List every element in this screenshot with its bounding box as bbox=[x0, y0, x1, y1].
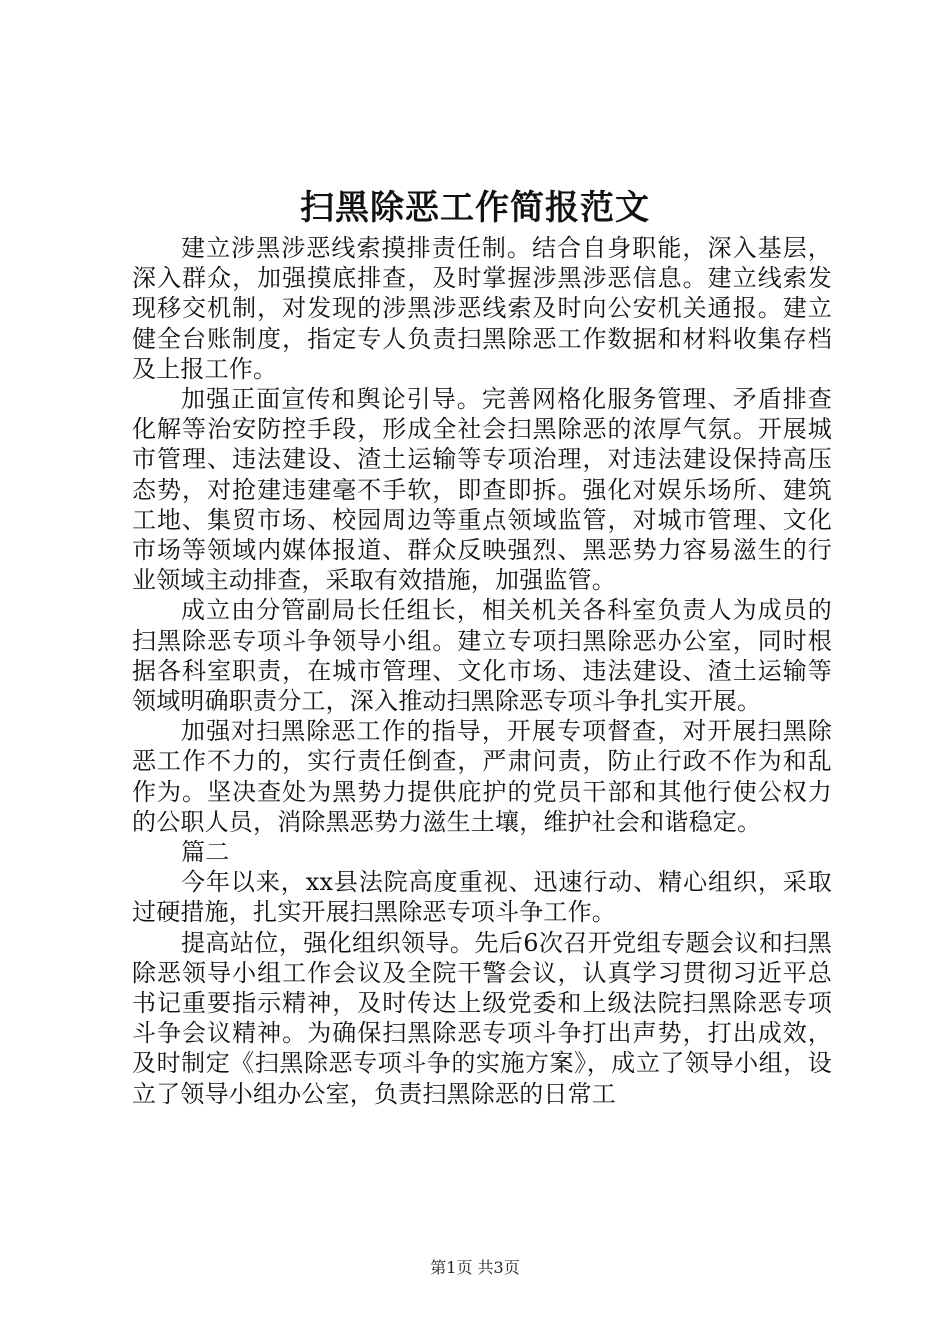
section-heading: 篇二 bbox=[181, 838, 230, 867]
paragraph: 今年以来，xx县法院高度重视、迅速行动、精心组织，采取过硬措施，扎实开展扫黑除恶专项斗争工作。 bbox=[132, 868, 832, 927]
paragraph: 建立涉黑涉恶线索摸排责任制。结合自身职能，深入基层，深入群众，加强摸底排查，及时掌握涉黑涉恶信息。建立线索发现移交机制，对发现的涉黑涉恶线索及时向公安机关通报。建立健全台账制度，指定专人负责扫黑除恶工作数据和材料收集存档及上报工作。 bbox=[132, 234, 832, 383]
page-footer: 第1页 共3页 bbox=[430, 1258, 520, 1277]
paragraph: 成立由分管副局长任组长，相关机关各科室负责人为成员的扫黑除恶专项斗争领导小组。建立专项扫黑除恶办公室，同时根据各科室职责，在城市管理、文化市场、违法建设、渣土运输等领域明确职责分工，深入推动扫黑除恶专项斗争扎实开展。 bbox=[132, 596, 832, 716]
paragraph: 加强正面宣传和舆论引导。完善网格化服务管理、矛盾排查化解等治安防控手段，形成全社会扫黑除恶的浓厚气氛。开展城市管理、违法建设、渣土运输等专项治理，对违法建设保持高压态势，对抢建违建毫不手软，即查即拆。强化对娱乐场所、建筑工地、集贸市场、校园周边等重点领域监管，对城市管理、文化市场等领域内媒体报道、群众反映强烈、黑恶势力容易滋生的行业领域主动排查，采取有效措施，加强监管。 bbox=[132, 385, 832, 595]
paragraph: 提高站位，强化组织领导。先后6次召开党组专题会议和扫黑除恶领导小组工作会议及全院干警会议，认真学习贯彻习近平总书记重要指示精神，及时传达上级党委和上级法院扫黑除恶专项斗争会议精神。为确保扫黑除恶专项斗争打出声势，打出成效，及时制定《扫黑除恶专项斗争的实施方案》，成立了领导小组，设立了领导小组办公室，负责扫黑除恶的日常工 bbox=[132, 928, 832, 1108]
document-body bbox=[132, 233, 832, 1109]
paragraph: 加强对扫黑除恶工作的指导，开展专项督查，对开展扫黑除恶工作不力的，实行责任倒查，严肃问责，防止行政不作为和乱作为。坚决查处为黑势力提供庇护的党员干部和其他行使公权力的公职人员，消除黑恶势力滋生土壤，维护社会和谐稳定。 bbox=[132, 717, 832, 836]
document-title: 扫黑除恶工作简报范文 bbox=[300, 188, 650, 228]
